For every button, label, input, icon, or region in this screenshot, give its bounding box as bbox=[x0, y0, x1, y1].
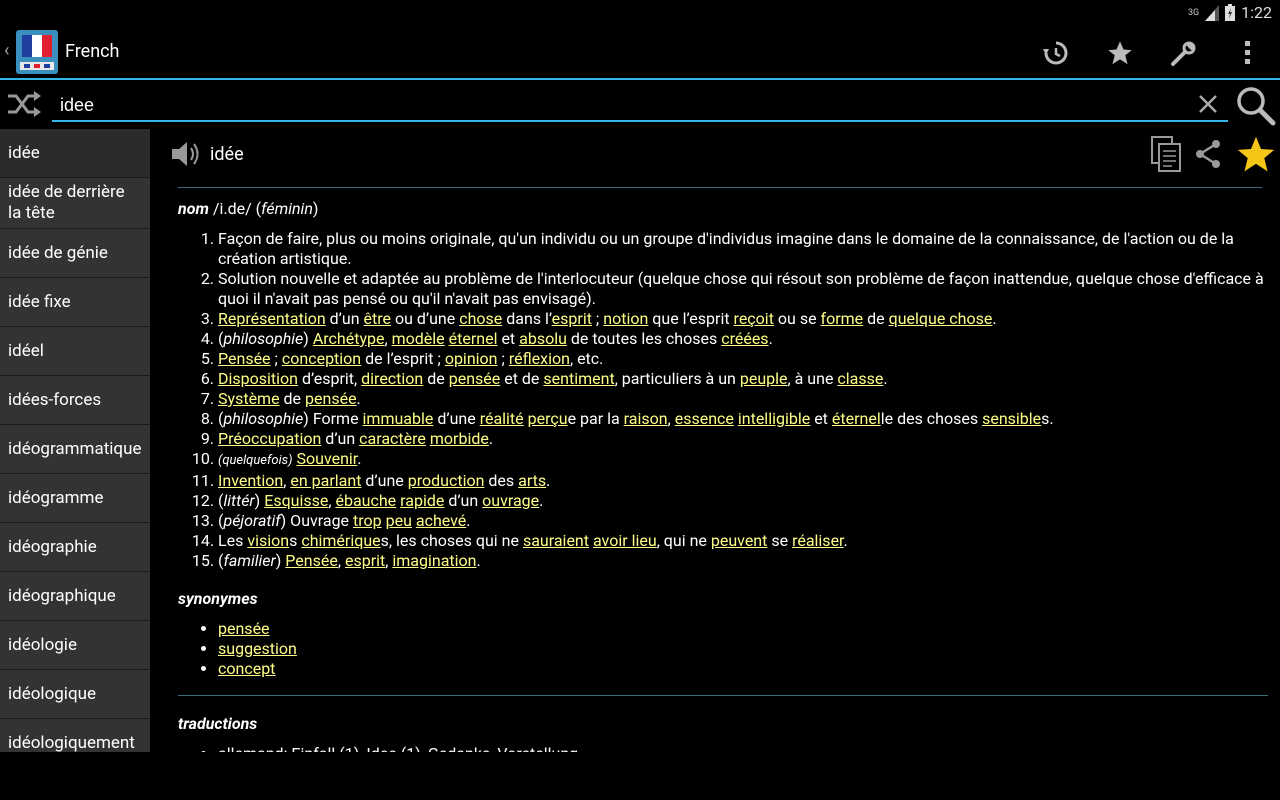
word-list-item[interactable]: idée fixe bbox=[0, 278, 150, 327]
definition-link[interactable]: quelque chose bbox=[888, 309, 993, 328]
definition-text: de l’esprit ; bbox=[361, 349, 445, 368]
word-list-item[interactable]: idéologie bbox=[0, 621, 150, 670]
headword: idée bbox=[210, 143, 244, 165]
definition-link[interactable]: éternel bbox=[448, 329, 498, 348]
clock: 1:22 bbox=[1241, 3, 1272, 22]
app-title: French bbox=[65, 41, 120, 62]
definition-text: ou d’une bbox=[391, 309, 460, 328]
definition-text: d’une bbox=[433, 409, 480, 428]
definition-link[interactable]: avoir lieu bbox=[592, 531, 657, 550]
definition-link[interactable]: conception bbox=[281, 349, 362, 368]
definition-link[interactable]: rapide bbox=[400, 491, 445, 510]
definition-text: . bbox=[476, 551, 481, 570]
definition-text: . bbox=[539, 491, 544, 510]
definition-text: ( bbox=[218, 329, 224, 348]
definition-text: . bbox=[357, 449, 362, 468]
definition-link[interactable]: ouvrage bbox=[482, 491, 540, 510]
usage-label: philosophie bbox=[223, 409, 304, 428]
history-icon bbox=[1042, 39, 1070, 67]
definition-text: d’un bbox=[321, 429, 360, 448]
definition-link[interactable]: direction bbox=[361, 369, 424, 388]
definition-link[interactable]: éternel bbox=[831, 409, 881, 428]
word-list-item[interactable]: idéogramme bbox=[0, 474, 150, 523]
definition-link[interactable]: réaliser bbox=[792, 531, 844, 550]
definition-text: s. bbox=[1041, 409, 1054, 428]
definition-text: dans l’ bbox=[502, 309, 552, 328]
definition-text: , bbox=[667, 409, 675, 428]
app-logo-icon[interactable] bbox=[16, 30, 58, 74]
definition-link[interactable]: esprit bbox=[344, 551, 386, 570]
definition-text: Les bbox=[218, 531, 248, 550]
synonyms-heading: synonymes bbox=[178, 589, 258, 608]
definition-link[interactable]: Pensée bbox=[285, 551, 338, 570]
definition-text: . bbox=[843, 531, 848, 550]
definition-text: et bbox=[497, 329, 520, 348]
clear-search-icon[interactable] bbox=[1196, 92, 1220, 116]
word-list-item[interactable]: idée bbox=[0, 129, 150, 178]
definition-link[interactable]: réalité bbox=[479, 409, 524, 428]
definition-link[interactable]: forme bbox=[820, 309, 864, 328]
favorite-star-icon[interactable] bbox=[1236, 135, 1276, 173]
definition-text: de bbox=[863, 309, 889, 328]
usage-label: philosophie bbox=[223, 329, 304, 348]
definition-text: . bbox=[356, 389, 361, 408]
definition-text: Façon de faire, plus ou moins originale, qu'un individu ou un groupe d'individus imagine dans le domaine de la connaissance, de l'action ou de la création artistique. bbox=[218, 229, 1234, 268]
definition-link[interactable]: peuvent bbox=[710, 531, 768, 550]
definition-text: de bbox=[423, 369, 449, 388]
definition-link[interactable]: Pensée bbox=[218, 349, 271, 368]
definition-text: d’un bbox=[325, 309, 364, 328]
speaker-icon[interactable] bbox=[170, 139, 202, 169]
shuffle-icon[interactable] bbox=[6, 89, 42, 119]
part-of-speech: nom bbox=[178, 199, 209, 218]
word-list bbox=[0, 129, 150, 752]
definition-text: . bbox=[992, 309, 997, 328]
definition-text: , etc. bbox=[569, 349, 604, 368]
definition-text: s, les choses qui ne bbox=[380, 531, 523, 550]
definition-link[interactable]: sensible bbox=[982, 409, 1042, 428]
definition-item bbox=[218, 429, 1268, 449]
definition-link[interactable]: opinion bbox=[444, 349, 498, 368]
definition-link[interactable]: ébauche bbox=[335, 491, 397, 510]
definition-link[interactable]: être bbox=[363, 309, 391, 328]
definition-link[interactable]: réflexion bbox=[508, 349, 570, 368]
definition-link[interactable]: esprit bbox=[551, 309, 592, 328]
definition-item bbox=[218, 309, 1268, 329]
definition-text: , bbox=[283, 471, 291, 490]
entry-body bbox=[178, 199, 1268, 764]
search-row bbox=[0, 80, 1280, 128]
definition-text: ( bbox=[218, 511, 224, 530]
definition-link[interactable]: essence bbox=[674, 409, 734, 428]
definition-item bbox=[218, 449, 1268, 471]
definition-text: ; bbox=[497, 349, 509, 368]
definition-text: , bbox=[384, 329, 392, 348]
signal-icon bbox=[1205, 5, 1219, 21]
definition-text: ) bbox=[254, 491, 265, 510]
definition-text: et de bbox=[500, 369, 544, 388]
overflow-menu-button[interactable] bbox=[1231, 36, 1265, 70]
definition-link[interactable]: Invention bbox=[218, 471, 284, 490]
definition-text: des bbox=[484, 471, 519, 490]
synonyms-list bbox=[178, 619, 1268, 679]
pronunciation: /i.de/ bbox=[212, 199, 252, 218]
definition-text: ) Ouvrage bbox=[280, 511, 354, 530]
definition-link[interactable]: Esquisse bbox=[264, 491, 329, 510]
synonym-item bbox=[218, 619, 1268, 639]
definition-link[interactable]: vision bbox=[247, 531, 290, 550]
definition-link[interactable]: Représentation bbox=[218, 309, 326, 328]
word-list-item[interactable]: idéographie bbox=[0, 523, 150, 572]
definition-text: ou se bbox=[773, 309, 821, 328]
definition-link[interactable]: perçu bbox=[527, 409, 568, 428]
definition-text: . bbox=[768, 329, 773, 348]
search-input[interactable] bbox=[52, 90, 1228, 122]
copy-icon[interactable] bbox=[1150, 135, 1182, 173]
usage-label: péjoratif bbox=[223, 511, 281, 530]
definition-item bbox=[218, 349, 1268, 369]
definition-text: e par la bbox=[567, 409, 624, 428]
definition-text: ( bbox=[218, 491, 224, 510]
definition-text: ; bbox=[270, 349, 282, 368]
definition-link[interactable]: en parlant bbox=[290, 471, 362, 490]
divider bbox=[178, 695, 1268, 696]
definition-text: , qui ne bbox=[656, 531, 711, 550]
battery-icon bbox=[1225, 4, 1235, 21]
definition-link[interactable]: sentiment bbox=[543, 369, 615, 388]
navigation-bar bbox=[0, 752, 1280, 800]
definition-text: s bbox=[289, 531, 302, 550]
definition-text: de bbox=[279, 389, 306, 408]
definition-link[interactable]: peu bbox=[385, 511, 412, 530]
definition-link[interactable]: notion bbox=[603, 309, 649, 328]
definition-text: . bbox=[466, 511, 471, 530]
definition-text: de toutes les choses bbox=[566, 329, 722, 348]
definition-item bbox=[218, 389, 1268, 409]
definition-text: , bbox=[337, 551, 345, 570]
definition-list bbox=[178, 229, 1268, 571]
definition-text: d’esprit, bbox=[298, 369, 362, 388]
definition-text: . bbox=[488, 429, 494, 448]
translations-heading: traductions bbox=[178, 714, 258, 733]
definition-item bbox=[218, 471, 1268, 491]
star-icon bbox=[1106, 39, 1134, 67]
usage-label: (quelquefois) bbox=[218, 453, 293, 468]
definition-link[interactable]: Archétype bbox=[312, 329, 385, 348]
grammar-line: nom /i.de/ (féminin) bbox=[178, 199, 319, 218]
settings-button[interactable] bbox=[1167, 36, 1201, 70]
definition-text: d’une bbox=[361, 471, 408, 490]
definition-link[interactable]: raison bbox=[623, 409, 668, 428]
synonym-link[interactable]: pensée bbox=[218, 619, 270, 638]
usage-label: littér bbox=[223, 491, 255, 510]
definition-text: . bbox=[546, 471, 551, 490]
definition-text: , bbox=[385, 551, 393, 570]
definition-text: et bbox=[810, 409, 832, 428]
definition-link[interactable]: Préoccupation bbox=[218, 429, 322, 448]
definition-link[interactable]: chose bbox=[459, 309, 503, 328]
divider bbox=[178, 187, 1262, 188]
definition-link[interactable]: intelligible bbox=[737, 409, 811, 428]
synonym-item bbox=[218, 639, 1268, 659]
definition-link[interactable]: Système bbox=[218, 389, 280, 408]
definition-text: ; bbox=[591, 309, 604, 328]
definition-item bbox=[218, 329, 1268, 349]
definition-link[interactable]: modèle bbox=[391, 329, 445, 348]
definition-link[interactable]: Souvenir bbox=[296, 449, 358, 468]
definition-text: ) bbox=[275, 551, 286, 570]
definition-text: ( bbox=[218, 409, 224, 428]
definition-item bbox=[218, 551, 1268, 571]
definition-link[interactable]: peuple bbox=[739, 369, 788, 388]
definition-link[interactable]: pensée bbox=[448, 369, 501, 388]
share-icon[interactable] bbox=[1194, 139, 1222, 169]
synonym-item bbox=[218, 659, 1268, 679]
definition-text: Solution nouvelle et adaptée au problème de l'interlocuteur (quelque chose qui résout son problème de façon inattendue, quelque chose d'efficace à quoi il n'avait pas pensé ou qu'il n'avait pas envisagé). bbox=[218, 269, 1264, 308]
definition-text: d’un bbox=[444, 491, 483, 510]
definition-link[interactable]: caractère bbox=[359, 429, 426, 448]
definition-text: . bbox=[883, 369, 888, 388]
definition-link[interactable]: classe bbox=[837, 369, 884, 388]
definition-item bbox=[218, 369, 1268, 389]
definition-link[interactable]: achevé bbox=[415, 511, 467, 530]
network-label: 3G bbox=[1187, 7, 1200, 18]
definition-text: que l’esprit bbox=[648, 309, 734, 328]
definition-text: se bbox=[767, 531, 793, 550]
word-list-item[interactable]: idéologique bbox=[0, 670, 150, 719]
word-list-item[interactable]: idée de génie bbox=[0, 229, 150, 278]
definition-item bbox=[218, 229, 1268, 269]
entry-pane bbox=[150, 129, 1280, 752]
usage-label: familier bbox=[223, 551, 276, 570]
entry-header bbox=[170, 139, 244, 169]
definition-item bbox=[218, 491, 1268, 511]
definition-link[interactable]: trop bbox=[353, 511, 382, 530]
definition-text: , à une bbox=[787, 369, 838, 388]
definition-link[interactable]: immuable bbox=[362, 409, 434, 428]
definition-link[interactable]: chimérique bbox=[301, 531, 381, 550]
definition-text: ( bbox=[218, 551, 224, 570]
search-icon[interactable] bbox=[1234, 84, 1276, 126]
word-list-item[interactable]: idée de derrière la tête bbox=[0, 178, 150, 229]
more-vert-icon bbox=[1244, 40, 1252, 66]
history-button[interactable] bbox=[1039, 36, 1073, 70]
word-list-item[interactable]: idéel bbox=[0, 327, 150, 376]
definition-link[interactable]: production bbox=[407, 471, 485, 490]
definition-text: ) bbox=[303, 329, 313, 348]
word-list-item[interactable]: idéogrammatique bbox=[0, 425, 150, 474]
synonym-link[interactable]: suggestion bbox=[218, 639, 297, 658]
definition-link[interactable]: morbide bbox=[429, 429, 489, 448]
definition-text: le des choses bbox=[880, 409, 983, 428]
favorites-button[interactable] bbox=[1103, 36, 1137, 70]
definition-link[interactable]: absolu bbox=[519, 329, 567, 348]
definition-item bbox=[218, 511, 1268, 531]
definition-text: , particuliers à un bbox=[614, 369, 740, 388]
up-caret-icon[interactable]: ‹ bbox=[4, 40, 10, 61]
definition-item bbox=[218, 409, 1268, 429]
synonym-link[interactable]: concept bbox=[218, 659, 276, 678]
status-bar bbox=[0, 0, 1280, 26]
definition-link[interactable]: Disposition bbox=[218, 369, 298, 388]
gender: féminin bbox=[261, 199, 313, 218]
definition-item bbox=[218, 531, 1268, 551]
definition-link[interactable]: arts bbox=[518, 471, 547, 490]
definition-link[interactable]: reçoit bbox=[733, 309, 774, 328]
word-list-item[interactable]: idées-forces bbox=[0, 376, 150, 425]
definition-text: ) Forme bbox=[303, 409, 363, 428]
word-list-item[interactable]: idéographique bbox=[0, 572, 150, 621]
action-bar bbox=[0, 26, 1280, 80]
definition-link[interactable]: pensée bbox=[305, 389, 357, 408]
definition-link[interactable]: créées bbox=[721, 329, 769, 348]
definition-link[interactable]: sauraient bbox=[522, 531, 589, 550]
definition-item bbox=[218, 269, 1268, 309]
definition-link[interactable]: imagination bbox=[392, 551, 477, 570]
wrench-icon bbox=[1169, 38, 1199, 68]
word-list-item[interactable]: idéologiquement bbox=[0, 719, 150, 768]
definition-text: , bbox=[328, 491, 336, 510]
